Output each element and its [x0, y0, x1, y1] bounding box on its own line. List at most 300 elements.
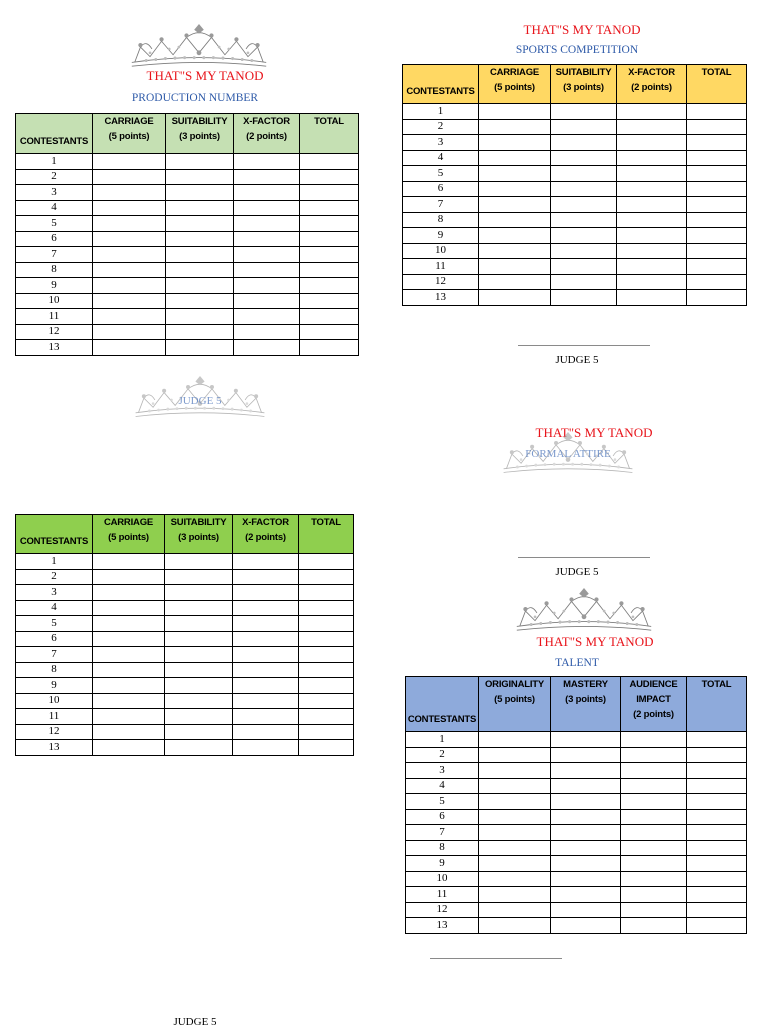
score-cell: [617, 181, 687, 197]
score-cell: [687, 778, 747, 794]
score-cell: [93, 554, 165, 570]
score-cell: [234, 154, 300, 170]
header-contestants: [406, 677, 479, 732]
score-cell: [621, 778, 687, 794]
header-col3: [551, 65, 617, 104]
judge-label-formal: JUDGE 5: [555, 566, 599, 578]
judge-label-bottom-left: JUDGE 5: [173, 1016, 217, 1028]
contestant-number: 9: [403, 228, 479, 244]
contestant-number: 8: [16, 662, 93, 678]
score-cell: [166, 340, 234, 356]
contestant-number: 7: [406, 825, 479, 841]
contestant-number: 10: [403, 243, 479, 259]
score-cell: [165, 616, 233, 632]
table-row: [403, 259, 747, 275]
score-cell: [233, 616, 299, 632]
score-cell: [166, 216, 234, 232]
score-cell: [551, 856, 621, 872]
score-cell: [166, 324, 234, 340]
table-row: [16, 231, 359, 247]
table-row: [16, 324, 359, 340]
contestant-number: 13: [403, 290, 479, 306]
table-row: [406, 809, 747, 825]
judge-label-sports: JUDGE 5: [555, 354, 599, 366]
header-line: (2 points): [246, 131, 287, 142]
header-line: X-FACTOR: [242, 517, 289, 528]
signature-line-talent: [430, 958, 562, 959]
header-line: TOTAL: [701, 67, 732, 78]
header-contestants: [16, 114, 93, 154]
score-cell: [687, 104, 747, 120]
score-cell: [299, 740, 354, 756]
score-cell: [621, 747, 687, 763]
header-line: (2 points): [631, 82, 672, 93]
contestant-number: 6: [406, 809, 479, 825]
score-cell: [166, 231, 234, 247]
score-cell: [166, 154, 234, 170]
header-line: X-FACTOR: [628, 67, 675, 78]
score-cell: [621, 840, 687, 856]
header-line: CONTESTANTS: [407, 714, 477, 725]
score-cell: [234, 309, 300, 325]
table-row: [406, 747, 747, 763]
score-cell: [687, 840, 747, 856]
score-cell: [687, 902, 747, 918]
score-cell: [551, 840, 621, 856]
table-row: [16, 585, 354, 601]
score-cell: [299, 600, 354, 616]
score-cell: [687, 871, 747, 887]
header-line: AUDIENCE: [629, 679, 678, 690]
score-cell: [479, 228, 551, 244]
table-row: [16, 647, 354, 663]
header-line: CARRIAGE: [103, 517, 154, 528]
score-cell: [617, 119, 687, 135]
table-row: [403, 181, 747, 197]
score-cell: [299, 554, 354, 570]
contestant-number: 9: [16, 278, 93, 294]
contestant-number: 11: [403, 259, 479, 275]
score-cell: [621, 856, 687, 872]
talent-subtitle: TALENT: [555, 657, 599, 669]
score-cell: [479, 809, 551, 825]
header-col4: [617, 65, 687, 104]
score-cell: [93, 278, 166, 294]
table-row: [16, 693, 354, 709]
contestant-number: 7: [16, 647, 93, 663]
table-row: [16, 709, 354, 725]
score-cell: [479, 825, 551, 841]
header-line: IMPACT: [636, 694, 671, 705]
score-cell: [234, 185, 300, 201]
table-row: [406, 856, 747, 872]
score-cell: [479, 871, 551, 887]
contestant-number: 11: [406, 887, 479, 903]
score-cell: [93, 309, 166, 325]
score-cell: [165, 631, 233, 647]
crown-logo-talent: [510, 588, 658, 636]
table-row: [16, 662, 354, 678]
contestant-number: 1: [406, 732, 479, 748]
score-cell: [551, 732, 621, 748]
score-cell: [621, 825, 687, 841]
score-cell: [234, 231, 300, 247]
score-cell: [687, 809, 747, 825]
score-cell: [93, 200, 166, 216]
contestant-number: 7: [16, 247, 93, 263]
score-cell: [165, 585, 233, 601]
score-cell: [165, 662, 233, 678]
score-cell: [93, 616, 165, 632]
header-col4: [233, 515, 299, 554]
score-cell: [479, 290, 551, 306]
table-row: [16, 262, 359, 278]
score-cell: [687, 135, 747, 151]
score-cell: [93, 662, 165, 678]
score-cell: [165, 569, 233, 585]
header-line: (5 points): [494, 694, 535, 705]
table-row: [403, 197, 747, 213]
score-cell: [479, 181, 551, 197]
contestant-number: 2: [16, 569, 93, 585]
score-cell: [479, 856, 551, 872]
crown-logo-production: [125, 24, 273, 72]
header-line: ORIGINALITY: [484, 679, 545, 690]
score-cell: [165, 709, 233, 725]
score-cell: [299, 616, 354, 632]
header-contestants: [403, 65, 479, 104]
score-cell: [479, 150, 551, 166]
table-row: [406, 732, 747, 748]
score-cell: [165, 647, 233, 663]
score-cell: [551, 166, 617, 182]
score-cell: [300, 200, 359, 216]
score-cell: [687, 794, 747, 810]
score-cell: [479, 732, 551, 748]
score-cell: [479, 259, 551, 275]
score-cell: [617, 150, 687, 166]
score-cell: [93, 262, 166, 278]
score-cell: [233, 662, 299, 678]
contestant-number: 6: [403, 181, 479, 197]
score-cell: [551, 747, 621, 763]
contestant-number: 11: [16, 309, 93, 325]
contestant-number: 8: [16, 262, 93, 278]
score-cell: [687, 181, 747, 197]
score-cell: [551, 778, 621, 794]
table-row: [406, 887, 747, 903]
header-line: SUITABILITY: [171, 116, 228, 127]
signature-line-sports: [518, 345, 650, 346]
score-cell: [551, 290, 617, 306]
score-cell: [300, 324, 359, 340]
table-row: [403, 212, 747, 228]
score-cell: [93, 600, 165, 616]
header-col2: [93, 114, 166, 154]
score-cell: [687, 243, 747, 259]
contestant-number: 1: [16, 154, 93, 170]
production-score-table: [15, 113, 359, 356]
score-cell: [621, 887, 687, 903]
contestant-number: 1: [403, 104, 479, 120]
score-cell: [166, 247, 234, 263]
score-cell: [617, 166, 687, 182]
table-row: [403, 166, 747, 182]
score-cell: [551, 763, 621, 779]
score-cell: [551, 825, 621, 841]
sports-score-table: [402, 64, 747, 306]
score-cell: [621, 809, 687, 825]
score-cell: [234, 262, 300, 278]
score-cell: [479, 104, 551, 120]
header-col2: [479, 677, 551, 732]
score-cell: [551, 794, 621, 810]
score-cell: [479, 887, 551, 903]
score-cell: [93, 693, 165, 709]
score-cell: [479, 763, 551, 779]
score-cell: [617, 274, 687, 290]
score-cell: [300, 309, 359, 325]
contestant-number: 5: [406, 794, 479, 810]
header-line: (2 points): [245, 532, 286, 543]
header-line: (3 points): [179, 131, 220, 142]
score-cell: [93, 678, 165, 694]
score-cell: [479, 119, 551, 135]
score-cell: [621, 902, 687, 918]
score-cell: [299, 585, 354, 601]
score-cell: [687, 918, 747, 934]
score-cell: [299, 569, 354, 585]
header-line: SUITABILITY: [555, 67, 612, 78]
score-cell: [687, 166, 747, 182]
header-contestants: [16, 515, 93, 554]
score-cell: [687, 259, 747, 275]
score-cell: [234, 247, 300, 263]
score-cell: [479, 274, 551, 290]
score-cell: [93, 709, 165, 725]
score-cell: [299, 693, 354, 709]
contestant-number: 3: [403, 135, 479, 151]
contestant-number: 6: [16, 231, 93, 247]
header-total: [687, 677, 747, 732]
table-row: [406, 902, 747, 918]
table-row: [406, 840, 747, 856]
contestant-number: 10: [16, 293, 93, 309]
contestant-number: 5: [16, 216, 93, 232]
header-line: X-FACTOR: [243, 116, 290, 127]
sports-subtitle: SPORTS COMPETITION: [515, 44, 639, 56]
contestant-number: 13: [16, 740, 93, 756]
production-subtitle: PRODUCTION NUMBER: [131, 92, 259, 104]
header-row: [16, 114, 359, 154]
score-cell: [233, 600, 299, 616]
score-cell: [551, 181, 617, 197]
score-cell: [299, 724, 354, 740]
score-cell: [93, 647, 165, 663]
score-cell: [621, 918, 687, 934]
score-cell: [617, 290, 687, 306]
contestant-number: 2: [406, 747, 479, 763]
score-cell: [233, 693, 299, 709]
score-cell: [299, 662, 354, 678]
header-col3: [551, 677, 621, 732]
score-cell: [93, 185, 166, 201]
table-row: [16, 216, 359, 232]
score-cell: [551, 243, 617, 259]
score-cell: [233, 678, 299, 694]
header-line: SUITABILITY: [170, 517, 227, 528]
score-cell: [300, 169, 359, 185]
header-col2: [479, 65, 551, 104]
header-col3: [165, 515, 233, 554]
crown-overlay-judge-text: JUDGE 5: [178, 395, 222, 407]
header-line: (5 points): [494, 82, 535, 93]
score-cell: [166, 262, 234, 278]
score-cell: [687, 732, 747, 748]
score-cell: [551, 150, 617, 166]
score-cell: [687, 150, 747, 166]
formal-title: THAT"S MY TANOD: [535, 425, 653, 440]
score-cell: [617, 135, 687, 151]
table-row: [16, 247, 359, 263]
score-cell: [621, 794, 687, 810]
score-cell: [551, 259, 617, 275]
score-cell: [479, 747, 551, 763]
table-row: [16, 554, 354, 570]
score-cell: [93, 247, 166, 263]
score-cell: [687, 763, 747, 779]
score-cell: [300, 262, 359, 278]
score-cell: [687, 747, 747, 763]
score-cell: [93, 324, 166, 340]
score-cell: [479, 918, 551, 934]
contestant-number: 4: [16, 200, 93, 216]
header-col3: [166, 114, 234, 154]
score-cell: [93, 631, 165, 647]
score-cell: [687, 228, 747, 244]
score-cell: [93, 585, 165, 601]
table-row: [406, 871, 747, 887]
contestant-number: 10: [16, 693, 93, 709]
score-cell: [551, 918, 621, 934]
header-line: CARRIAGE: [489, 67, 540, 78]
score-cell: [687, 274, 747, 290]
score-cell: [479, 197, 551, 213]
header-line: CONTESTANTS: [406, 86, 475, 97]
contestant-number: 4: [406, 778, 479, 794]
score-cell: [687, 197, 747, 213]
score-cell: [93, 154, 166, 170]
score-cell: [300, 216, 359, 232]
score-cell: [479, 840, 551, 856]
score-cell: [234, 340, 300, 356]
score-cell: [234, 293, 300, 309]
score-cell: [234, 200, 300, 216]
table-row: [406, 763, 747, 779]
contestant-number: 13: [406, 918, 479, 934]
score-cell: [617, 104, 687, 120]
header-row: [16, 515, 354, 554]
contestant-number: 3: [16, 185, 93, 201]
table-row: [16, 340, 359, 356]
header-line: CARRIAGE: [104, 116, 154, 127]
contestant-number: 7: [403, 197, 479, 213]
score-cell: [234, 278, 300, 294]
contestant-number: 6: [16, 631, 93, 647]
table-row: [16, 678, 354, 694]
score-cell: [234, 324, 300, 340]
contestant-number: 3: [16, 585, 93, 601]
score-cell: [93, 569, 165, 585]
production-title: THAT"S MY TANOD: [146, 68, 264, 83]
score-cell: [93, 231, 166, 247]
score-cell: [551, 228, 617, 244]
score-cell: [165, 600, 233, 616]
contestant-number: 12: [16, 724, 93, 740]
header-line: TOTAL: [701, 679, 732, 690]
contestant-number: 13: [16, 340, 93, 356]
table-row: [16, 293, 359, 309]
score-cell: [687, 290, 747, 306]
table-row: [403, 274, 747, 290]
contestant-number: 9: [16, 678, 93, 694]
score-cell: [300, 293, 359, 309]
score-cell: [234, 216, 300, 232]
score-cell: [299, 709, 354, 725]
contestant-number: 5: [16, 616, 93, 632]
score-cell: [166, 200, 234, 216]
score-cell: [166, 293, 234, 309]
header-line: (5 points): [108, 131, 150, 142]
score-cell: [687, 119, 747, 135]
score-cell: [166, 169, 234, 185]
contestant-number: 2: [16, 169, 93, 185]
score-cell: [93, 340, 166, 356]
header-line: CONTESTANTS: [19, 136, 89, 147]
score-cell: [165, 740, 233, 756]
score-cell: [93, 740, 165, 756]
score-cell: [551, 197, 617, 213]
score-cell: [93, 724, 165, 740]
crown-overlay-formal-text: FORMAL ATTIRE: [525, 448, 611, 460]
score-cell: [93, 216, 166, 232]
score-cell: [233, 647, 299, 663]
score-cell: [233, 740, 299, 756]
score-cell: [551, 104, 617, 120]
contestant-number: 12: [406, 902, 479, 918]
signature-line-formal: [518, 557, 650, 558]
score-cell: [617, 243, 687, 259]
score-cell: [687, 212, 747, 228]
contestant-number: 3: [406, 763, 479, 779]
sports-title: THAT"S MY TANOD: [523, 22, 641, 37]
table-row: [403, 290, 747, 306]
contestant-number: 4: [403, 150, 479, 166]
score-cell: [300, 185, 359, 201]
contestant-number: 1: [16, 554, 93, 570]
contestant-number: 12: [403, 274, 479, 290]
score-cell: [479, 243, 551, 259]
table-row: [403, 150, 747, 166]
contestant-number: 10: [406, 871, 479, 887]
score-cell: [233, 554, 299, 570]
score-cell: [617, 197, 687, 213]
header-total: [300, 114, 359, 154]
table-row: [406, 918, 747, 934]
contestant-number: 8: [406, 840, 479, 856]
contestant-number: 4: [16, 600, 93, 616]
score-cell: [479, 794, 551, 810]
